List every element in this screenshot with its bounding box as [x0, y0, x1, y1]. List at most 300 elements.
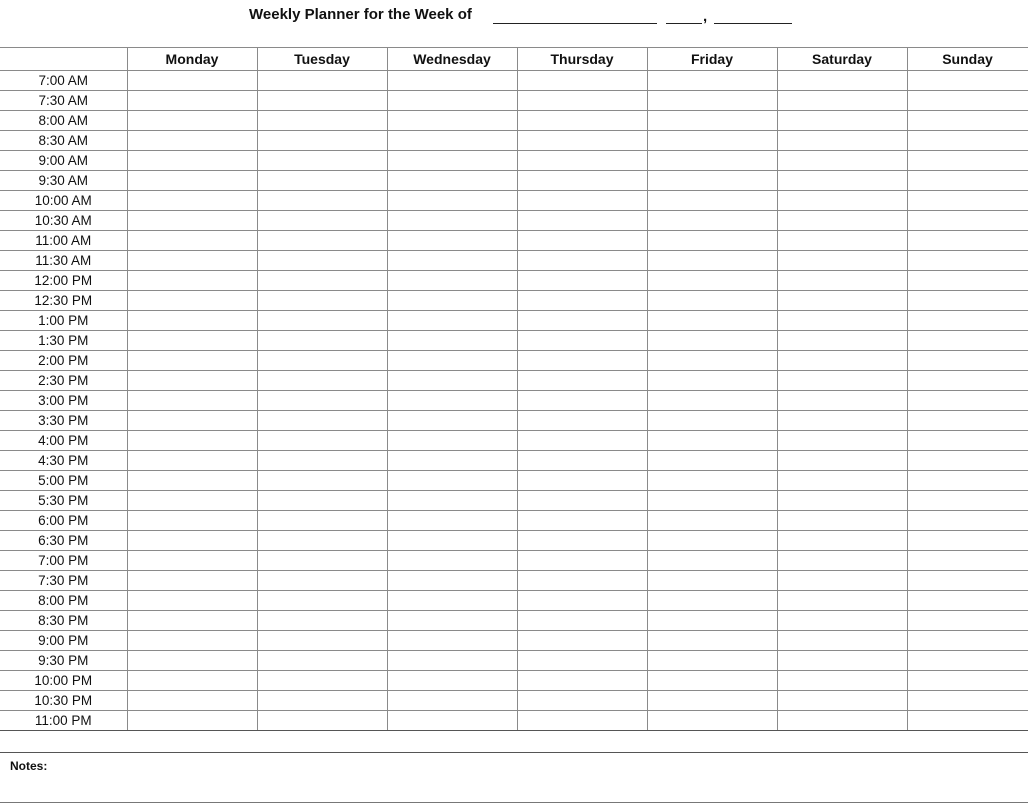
time-label: 12:00 PM — [0, 271, 127, 291]
slot-monday[interactable] — [127, 471, 257, 491]
slot-friday[interactable] — [647, 211, 777, 231]
slot-thursday[interactable] — [517, 431, 647, 451]
slot-sunday[interactable] — [907, 331, 1028, 351]
slot-monday[interactable] — [127, 251, 257, 271]
notes-top-rule — [0, 752, 1028, 753]
slot-thursday[interactable] — [517, 331, 647, 351]
slot-friday[interactable] — [647, 171, 777, 191]
slot-sunday[interactable] — [907, 571, 1028, 591]
slot-thursday[interactable] — [517, 491, 647, 511]
slot-tuesday[interactable] — [257, 291, 387, 311]
time-label: 5:00 PM — [0, 471, 127, 491]
slot-saturday[interactable] — [777, 431, 907, 451]
time-label: 8:00 PM — [0, 591, 127, 611]
slot-monday[interactable] — [127, 211, 257, 231]
time-label: 10:30 PM — [0, 691, 127, 711]
slot-friday[interactable] — [647, 451, 777, 471]
slot-wednesday[interactable] — [387, 71, 517, 91]
slot-saturday[interactable] — [777, 711, 907, 731]
slot-monday[interactable] — [127, 351, 257, 371]
table-row — [0, 131, 1028, 151]
slot-monday[interactable] — [127, 511, 257, 531]
time-label: 1:00 PM — [0, 311, 127, 331]
slot-sunday[interactable] — [907, 551, 1028, 571]
slot-monday[interactable] — [127, 271, 257, 291]
table-row — [0, 651, 1028, 671]
slot-monday[interactable] — [127, 711, 257, 731]
table-row — [0, 331, 1028, 351]
slot-wednesday[interactable] — [387, 351, 517, 371]
slot-wednesday[interactable] — [387, 631, 517, 651]
slot-tuesday[interactable] — [257, 311, 387, 331]
slot-monday[interactable] — [127, 131, 257, 151]
slot-sunday[interactable] — [907, 71, 1028, 91]
table-row — [0, 671, 1028, 691]
slot-monday[interactable] — [127, 611, 257, 631]
slot-thursday[interactable] — [517, 511, 647, 531]
slot-monday[interactable] — [127, 151, 257, 171]
slot-tuesday[interactable] — [257, 171, 387, 191]
slot-friday[interactable] — [647, 311, 777, 331]
slot-sunday[interactable] — [907, 91, 1028, 111]
slot-sunday[interactable] — [907, 131, 1028, 151]
slot-wednesday[interactable] — [387, 571, 517, 591]
slot-tuesday[interactable] — [257, 151, 387, 171]
slot-monday[interactable] — [127, 631, 257, 651]
slot-sunday[interactable] — [907, 651, 1028, 671]
slot-sunday[interactable] — [907, 491, 1028, 511]
slot-wednesday[interactable] — [387, 411, 517, 431]
slot-friday[interactable] — [647, 551, 777, 571]
slot-tuesday[interactable] — [257, 651, 387, 671]
slot-sunday[interactable] — [907, 391, 1028, 411]
slot-wednesday[interactable] — [387, 591, 517, 611]
slot-wednesday[interactable] — [387, 451, 517, 471]
slot-monday[interactable] — [127, 171, 257, 191]
slot-wednesday[interactable] — [387, 291, 517, 311]
slot-sunday[interactable] — [907, 611, 1028, 631]
slot-monday[interactable] — [127, 111, 257, 131]
slot-wednesday[interactable] — [387, 311, 517, 331]
table-row — [0, 631, 1028, 651]
month-blank-line[interactable] — [493, 23, 657, 24]
table-row — [0, 711, 1028, 731]
notes-bottom-rule — [0, 802, 1028, 803]
slot-tuesday[interactable] — [257, 451, 387, 471]
time-label: 2:30 PM — [0, 371, 127, 391]
time-label: 1:30 PM — [0, 331, 127, 351]
slot-tuesday[interactable] — [257, 691, 387, 711]
slot-thursday[interactable] — [517, 531, 647, 551]
day-blank-line[interactable] — [666, 23, 702, 24]
slot-friday[interactable] — [647, 291, 777, 311]
slot-wednesday[interactable] — [387, 511, 517, 531]
slot-thursday[interactable] — [517, 271, 647, 291]
slot-sunday[interactable] — [907, 271, 1028, 291]
slot-friday[interactable] — [647, 471, 777, 491]
slot-thursday[interactable] — [517, 151, 647, 171]
notes-label: Notes: — [10, 759, 48, 773]
slot-friday[interactable] — [647, 351, 777, 371]
table-row — [0, 151, 1028, 171]
slot-saturday[interactable] — [777, 631, 907, 651]
table-row — [0, 291, 1028, 311]
slot-wednesday[interactable] — [387, 271, 517, 291]
time-label: 8:30 AM — [0, 131, 127, 151]
table-row — [0, 251, 1028, 271]
slot-friday[interactable] — [647, 271, 777, 291]
slot-monday[interactable] — [127, 571, 257, 591]
slot-monday[interactable] — [127, 431, 257, 451]
slot-sunday[interactable] — [907, 591, 1028, 611]
day-header-saturday: Saturday — [777, 48, 907, 71]
slot-friday[interactable] — [647, 531, 777, 551]
time-label: 6:30 PM — [0, 531, 127, 551]
slot-saturday[interactable] — [777, 351, 907, 371]
slot-tuesday[interactable] — [257, 331, 387, 351]
time-label: 11:00 PM — [0, 711, 127, 731]
slot-saturday[interactable] — [777, 571, 907, 591]
table-row — [0, 171, 1028, 191]
slot-tuesday[interactable] — [257, 391, 387, 411]
slot-tuesday[interactable] — [257, 431, 387, 451]
day-header-sunday: Sunday — [907, 48, 1028, 71]
slot-thursday[interactable] — [517, 391, 647, 411]
slot-tuesday[interactable] — [257, 471, 387, 491]
slot-sunday[interactable] — [907, 151, 1028, 171]
slot-sunday[interactable] — [907, 191, 1028, 211]
time-label: 9:00 AM — [0, 151, 127, 171]
slot-tuesday[interactable] — [257, 271, 387, 291]
slot-thursday[interactable] — [517, 611, 647, 631]
slot-saturday[interactable] — [777, 231, 907, 251]
slot-tuesday[interactable] — [257, 711, 387, 731]
day-header-monday: Monday — [127, 48, 257, 71]
time-label: 9:30 AM — [0, 171, 127, 191]
slot-tuesday[interactable] — [257, 191, 387, 211]
slot-sunday[interactable] — [907, 471, 1028, 491]
slot-wednesday[interactable] — [387, 531, 517, 551]
day-header-tuesday: Tuesday — [257, 48, 387, 71]
slot-sunday[interactable] — [907, 291, 1028, 311]
slot-tuesday[interactable] — [257, 71, 387, 91]
slot-thursday[interactable] — [517, 571, 647, 591]
slot-monday[interactable] — [127, 651, 257, 671]
slot-tuesday[interactable] — [257, 631, 387, 651]
slot-wednesday[interactable] — [387, 371, 517, 391]
table-row — [0, 191, 1028, 211]
planner-header — [0, 4, 1028, 28]
slot-saturday[interactable] — [777, 591, 907, 611]
slot-saturday[interactable] — [777, 531, 907, 551]
slot-wednesday[interactable] — [387, 671, 517, 691]
slot-monday[interactable] — [127, 551, 257, 571]
table-row — [0, 451, 1028, 471]
slot-saturday[interactable] — [777, 131, 907, 151]
slot-monday[interactable] — [127, 591, 257, 611]
slot-sunday[interactable] — [907, 311, 1028, 331]
slot-saturday[interactable] — [777, 91, 907, 111]
slot-sunday[interactable] — [907, 671, 1028, 691]
time-label: 12:30 PM — [0, 291, 127, 311]
table-row — [0, 531, 1028, 551]
slot-sunday[interactable] — [907, 511, 1028, 531]
slot-wednesday[interactable] — [387, 171, 517, 191]
slot-thursday[interactable] — [517, 91, 647, 111]
slot-friday[interactable] — [647, 411, 777, 431]
slot-monday[interactable] — [127, 691, 257, 711]
time-label: 7:30 AM — [0, 91, 127, 111]
slot-thursday[interactable] — [517, 291, 647, 311]
slot-wednesday[interactable] — [387, 611, 517, 631]
slot-sunday[interactable] — [907, 171, 1028, 191]
slot-wednesday[interactable] — [387, 391, 517, 411]
slot-thursday[interactable] — [517, 471, 647, 491]
slot-tuesday[interactable] — [257, 611, 387, 631]
slot-monday[interactable] — [127, 91, 257, 111]
slot-sunday[interactable] — [907, 211, 1028, 231]
slot-monday[interactable] — [127, 71, 257, 91]
slot-friday[interactable] — [647, 71, 777, 91]
time-label: 2:00 PM — [0, 351, 127, 371]
slot-thursday[interactable] — [517, 631, 647, 651]
slot-thursday[interactable] — [517, 551, 647, 571]
slot-saturday[interactable] — [777, 611, 907, 631]
day-header-thursday: Thursday — [517, 48, 647, 71]
slot-thursday[interactable] — [517, 171, 647, 191]
slot-friday[interactable] — [647, 231, 777, 251]
time-label: 4:30 PM — [0, 451, 127, 471]
slot-wednesday[interactable] — [387, 231, 517, 251]
time-label: 3:00 PM — [0, 391, 127, 411]
slot-thursday[interactable] — [517, 371, 647, 391]
slot-saturday[interactable] — [777, 191, 907, 211]
slot-friday[interactable] — [647, 571, 777, 591]
slot-thursday[interactable] — [517, 451, 647, 471]
day-header-wednesday: Wednesday — [387, 48, 517, 71]
slot-thursday[interactable] — [517, 651, 647, 671]
slot-sunday[interactable] — [907, 691, 1028, 711]
slot-sunday[interactable] — [907, 231, 1028, 251]
slot-friday[interactable] — [647, 331, 777, 351]
slot-monday[interactable] — [127, 311, 257, 331]
slot-tuesday[interactable] — [257, 411, 387, 431]
slot-sunday[interactable] — [907, 251, 1028, 271]
slot-saturday[interactable] — [777, 271, 907, 291]
slot-monday[interactable] — [127, 411, 257, 431]
slot-saturday[interactable] — [777, 151, 907, 171]
slot-saturday[interactable] — [777, 551, 907, 571]
slot-wednesday[interactable] — [387, 91, 517, 111]
table-row — [0, 71, 1028, 91]
time-label: 3:30 PM — [0, 411, 127, 431]
slot-thursday[interactable] — [517, 411, 647, 431]
slot-thursday[interactable] — [517, 231, 647, 251]
slot-tuesday[interactable] — [257, 371, 387, 391]
slot-tuesday[interactable] — [257, 91, 387, 111]
table-row — [0, 211, 1028, 231]
slot-sunday[interactable] — [907, 411, 1028, 431]
slot-friday[interactable] — [647, 111, 777, 131]
slot-thursday[interactable] — [517, 71, 647, 91]
table-row — [0, 591, 1028, 611]
slot-saturday[interactable] — [777, 111, 907, 131]
slot-friday[interactable] — [647, 371, 777, 391]
time-label: 10:00 PM — [0, 671, 127, 691]
slot-sunday[interactable] — [907, 371, 1028, 391]
slot-saturday[interactable] — [777, 411, 907, 431]
slot-tuesday[interactable] — [257, 511, 387, 531]
table-row — [0, 551, 1028, 571]
time-label: 10:00 AM — [0, 191, 127, 211]
slot-friday[interactable] — [647, 431, 777, 451]
slot-friday[interactable] — [647, 131, 777, 151]
slot-sunday[interactable] — [907, 111, 1028, 131]
year-blank-line[interactable] — [714, 23, 792, 24]
slot-friday[interactable] — [647, 591, 777, 611]
slot-wednesday[interactable] — [387, 491, 517, 511]
slot-sunday[interactable] — [907, 531, 1028, 551]
slot-monday[interactable] — [127, 391, 257, 411]
slot-wednesday[interactable] — [387, 651, 517, 671]
slot-saturday[interactable] — [777, 371, 907, 391]
time-label: 11:30 AM — [0, 251, 127, 271]
date-separator: , — [703, 8, 708, 25]
slot-sunday[interactable] — [907, 431, 1028, 451]
slot-wednesday[interactable] — [387, 431, 517, 451]
slot-thursday[interactable] — [517, 211, 647, 231]
slot-tuesday[interactable] — [257, 571, 387, 591]
slot-tuesday[interactable] — [257, 351, 387, 371]
slot-tuesday[interactable] — [257, 211, 387, 231]
slot-sunday[interactable] — [907, 351, 1028, 371]
slot-saturday[interactable] — [777, 311, 907, 331]
slot-wednesday[interactable] — [387, 711, 517, 731]
slot-friday[interactable] — [647, 611, 777, 631]
slot-monday[interactable] — [127, 371, 257, 391]
slot-saturday[interactable] — [777, 331, 907, 351]
slot-wednesday[interactable] — [387, 191, 517, 211]
page-title: Weekly Planner for the Week of — [249, 6, 472, 23]
slot-saturday[interactable] — [777, 651, 907, 671]
slot-saturday[interactable] — [777, 171, 907, 191]
slot-wednesday[interactable] — [387, 551, 517, 571]
time-label: 7:00 AM — [0, 71, 127, 91]
slot-wednesday[interactable] — [387, 471, 517, 491]
slot-tuesday[interactable] — [257, 131, 387, 151]
time-label: 8:00 AM — [0, 111, 127, 131]
slot-monday[interactable] — [127, 191, 257, 211]
slot-monday[interactable] — [127, 451, 257, 471]
slot-saturday[interactable] — [777, 391, 907, 411]
slot-friday[interactable] — [647, 91, 777, 111]
slot-thursday[interactable] — [517, 711, 647, 731]
slot-saturday[interactable] — [777, 211, 907, 231]
slot-wednesday[interactable] — [387, 331, 517, 351]
time-label: 8:30 PM — [0, 611, 127, 631]
slot-monday[interactable] — [127, 671, 257, 691]
time-label: 4:00 PM — [0, 431, 127, 451]
slot-thursday[interactable] — [517, 191, 647, 211]
slot-friday[interactable] — [647, 511, 777, 531]
slot-thursday[interactable] — [517, 251, 647, 271]
slot-friday[interactable] — [647, 251, 777, 271]
slot-thursday[interactable] — [517, 671, 647, 691]
slot-thursday[interactable] — [517, 311, 647, 331]
slot-monday[interactable] — [127, 231, 257, 251]
slot-sunday[interactable] — [907, 711, 1028, 731]
slot-tuesday[interactable] — [257, 251, 387, 271]
table-row — [0, 691, 1028, 711]
slot-friday[interactable] — [647, 631, 777, 651]
slot-thursday[interactable] — [517, 691, 647, 711]
planner-grid — [0, 47, 1028, 731]
slot-saturday[interactable] — [777, 691, 907, 711]
slot-saturday[interactable] — [777, 471, 907, 491]
table-row — [0, 571, 1028, 591]
slot-saturday[interactable] — [777, 671, 907, 691]
slot-tuesday[interactable] — [257, 671, 387, 691]
slot-tuesday[interactable] — [257, 491, 387, 511]
table-row — [0, 111, 1028, 131]
slot-saturday[interactable] — [777, 511, 907, 531]
slot-friday[interactable] — [647, 711, 777, 731]
slot-monday[interactable] — [127, 331, 257, 351]
table-row — [0, 351, 1028, 371]
slot-wednesday[interactable] — [387, 211, 517, 231]
slot-saturday[interactable] — [777, 71, 907, 91]
slot-tuesday[interactable] — [257, 111, 387, 131]
slot-wednesday[interactable] — [387, 151, 517, 171]
slot-wednesday[interactable] — [387, 131, 517, 151]
table-row — [0, 231, 1028, 251]
slot-friday[interactable] — [647, 651, 777, 671]
day-header-friday: Friday — [647, 48, 777, 71]
slot-wednesday[interactable] — [387, 691, 517, 711]
time-label: 5:30 PM — [0, 491, 127, 511]
slot-monday[interactable] — [127, 491, 257, 511]
slot-tuesday[interactable] — [257, 231, 387, 251]
slot-friday[interactable] — [647, 691, 777, 711]
slot-friday[interactable] — [647, 151, 777, 171]
slot-tuesday[interactable] — [257, 551, 387, 571]
slot-friday[interactable] — [647, 391, 777, 411]
slot-monday[interactable] — [127, 531, 257, 551]
slot-tuesday[interactable] — [257, 531, 387, 551]
slot-sunday[interactable] — [907, 451, 1028, 471]
slot-thursday[interactable] — [517, 111, 647, 131]
slot-tuesday[interactable] — [257, 591, 387, 611]
slot-friday[interactable] — [647, 671, 777, 691]
slot-wednesday[interactable] — [387, 251, 517, 271]
slot-friday[interactable] — [647, 491, 777, 511]
slot-wednesday[interactable] — [387, 111, 517, 131]
slot-friday[interactable] — [647, 191, 777, 211]
slot-thursday[interactable] — [517, 591, 647, 611]
time-label: 9:30 PM — [0, 651, 127, 671]
slot-monday[interactable] — [127, 291, 257, 311]
slot-saturday[interactable] — [777, 251, 907, 271]
table-row — [0, 311, 1028, 331]
table-row — [0, 511, 1028, 531]
slot-saturday[interactable] — [777, 291, 907, 311]
slot-saturday[interactable] — [777, 451, 907, 471]
slot-saturday[interactable] — [777, 491, 907, 511]
slot-sunday[interactable] — [907, 631, 1028, 651]
slot-thursday[interactable] — [517, 351, 647, 371]
slot-thursday[interactable] — [517, 131, 647, 151]
time-label: 7:30 PM — [0, 571, 127, 591]
